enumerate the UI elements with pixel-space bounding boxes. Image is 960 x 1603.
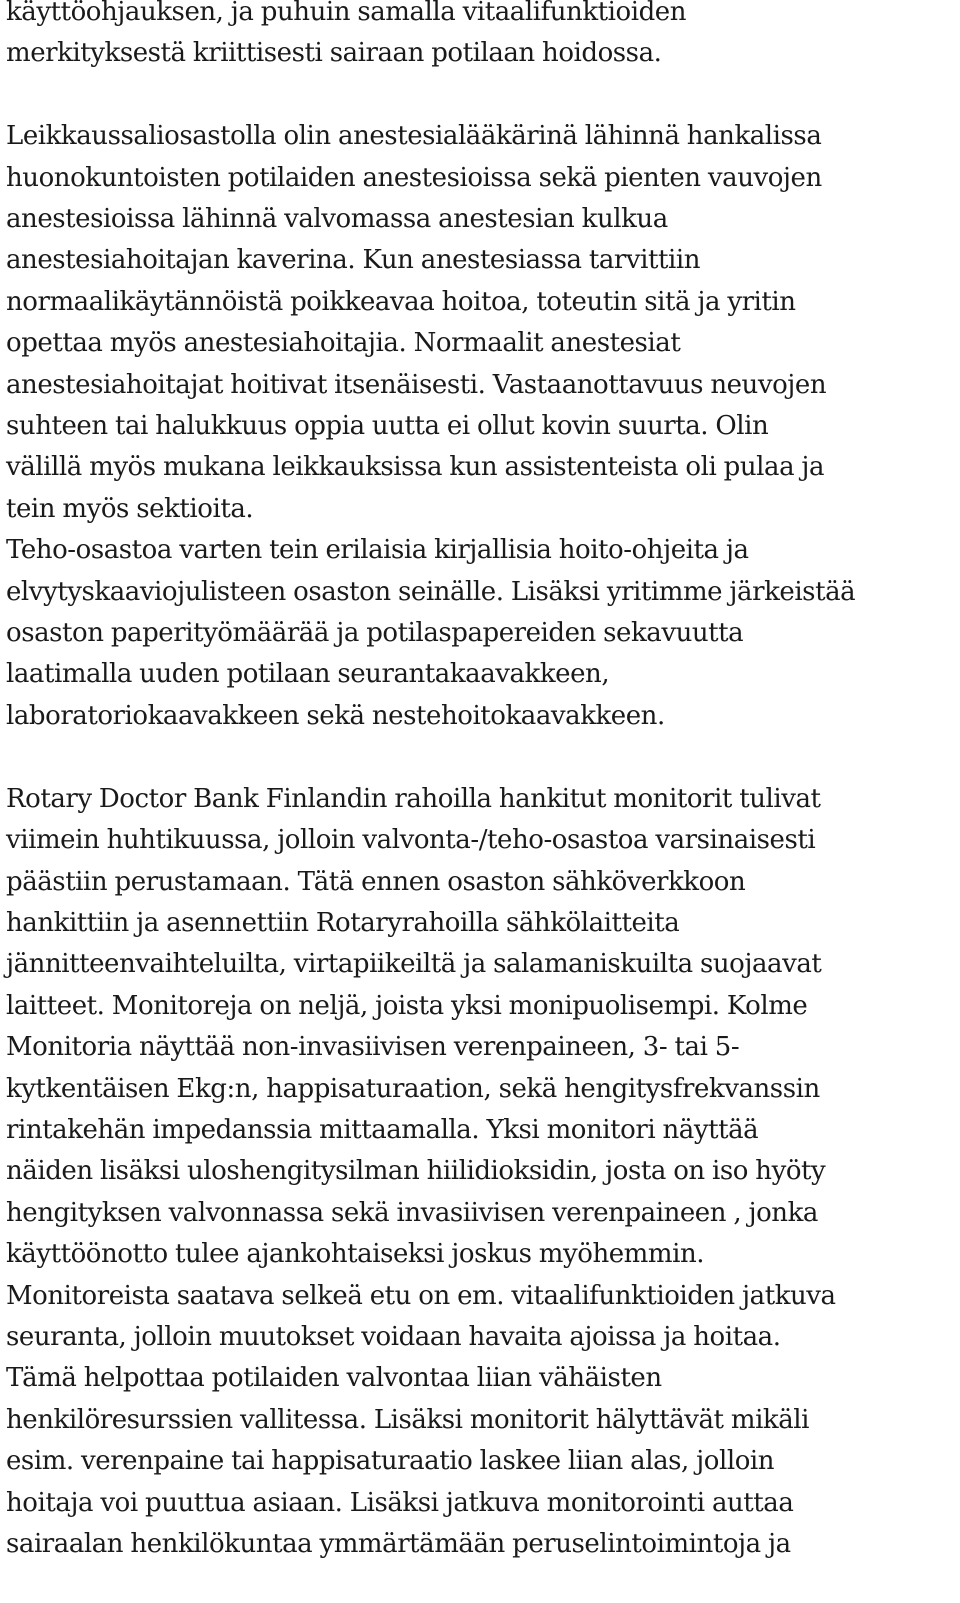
text-line: laatimalla uuden potilaan seurantakaavakkeen, [6,659,610,690]
text-line: välillä myös mukana leikkauksissa kun assistenteista oli pulaa ja [6,452,825,483]
text-line: huonokuntoisten potilaiden anestesioissa sekä pienten vauvojen [6,162,822,193]
paragraph-gap [6,75,956,116]
text-line: opettaa myös anestesiahoitajia. Normaalit anestesiat [6,328,681,359]
text-line: päästiin perustamaan. Tätä ennen osaston sähköverkkoon [6,866,746,897]
text-line: laboratoriokaavakkeen sekä nestehoitokaavakkeen. [6,700,665,731]
text-line: Teho-osastoa varten tein erilaisia kirjallisia hoito-ohjeita ja [6,535,749,566]
text-line: Tämä helpottaa potilaiden valvontaa liian vähäisten [6,1363,662,1394]
text-line: viimein huhtikuussa, jolloin valvonta-/teho-osastoa varsinaisesti [6,825,816,856]
text-line: näiden lisäksi uloshengitysilman hiilidioksidin, josta on iso hyöty [6,1156,826,1187]
text-line: osaston paperityömäärää ja potilaspapereiden sekavuutta [6,618,744,649]
text-line: jännitteenvaihteluilta, virtapiikeiltä ja salamaniskuilta suojaavat [6,949,822,980]
text-line: rintakehän impedanssia mittaamalla. Yksi monitori näyttää [6,1114,759,1145]
text-line: suhteen tai halukkuus oppia uutta ei ollut kovin suurta. Olin [6,411,769,442]
text-line: hengityksen valvonnassa sekä invasiivisen verenpaineen , jonka [6,1197,818,1228]
text-line: hankittiin ja asennettiin Rotaryrahoilla sähkölaitteita [6,907,680,938]
text-line: esim. verenpaine tai happisaturaatio laskee liian alas, jolloin [6,1446,775,1477]
text-line: elvytyskaaviojulisteen osaston seinälle. Lisäksi yritimme järkeistää [6,576,856,607]
text-line: laitteet. Monitoreja on neljä, joista yksi monipuolisempi. Kolme [6,990,808,1021]
text-line: käyttöönotto tulee ajankohtaiseksi joskus myöhemmin. [6,1239,705,1270]
text-line: käyttöohjauksen, ja puhuin samalla vitaalifunktioiden [6,0,686,27]
text-line: Monitoria näyttää non-invasiivisen verenpaineen, 3- tai 5- [6,1032,740,1063]
text-line: seuranta, jolloin muutokset voidaan havaita ajoissa ja hoitaa. [6,1321,781,1352]
text-line: kytkentäisen Ekg:n, happisaturaation, sekä hengitysfrekvanssin [6,1073,820,1104]
text-line: tein myös sektioita. [6,493,254,524]
text-line: Rotary Doctor Bank Finlandin rahoilla hankitut monitorit tulivat [6,783,821,814]
text-line: Leikkaussaliosastolla olin anestesialääkärinä lähinnä hankalissa [6,121,822,152]
text-line: Monitoreista saatava selkeä etu on em. vitaalifunktioiden jatkuva [6,1280,836,1311]
paragraph-gap [6,737,956,778]
text-line: sairaalan henkilökuntaa ymmärtämään peruselintoimintoja ja [6,1529,791,1559]
paragraph [6,116,956,737]
text-line: merkityksestä kriittisesti sairaan potilaan hoidossa. [6,38,662,69]
text-line: anestesiahoitajan kaverina. Kun anestesiassa tarvittiin [6,245,700,276]
text-line: anestesiahoitajat hoitivat itsenäisesti. Vastaanottavuus neuvojen [6,369,827,400]
text-line: normaalikäytännöistä poikkeavaa hoitoa, toteutin sitä ja yritin [6,286,796,317]
paragraph [6,0,956,75]
text-line: hoitaja voi puuttua asiaan. Lisäksi jatkuva monitorointi auttaa [6,1487,794,1518]
document-page [6,0,956,1565]
paragraph [6,779,956,1566]
text-line: henkilöresurssien vallitessa. Lisäksi monitorit hälyttävät mikäli [6,1404,810,1435]
text-line: anestesioissa lähinnä valvomassa anestesian kulkua [6,204,668,235]
